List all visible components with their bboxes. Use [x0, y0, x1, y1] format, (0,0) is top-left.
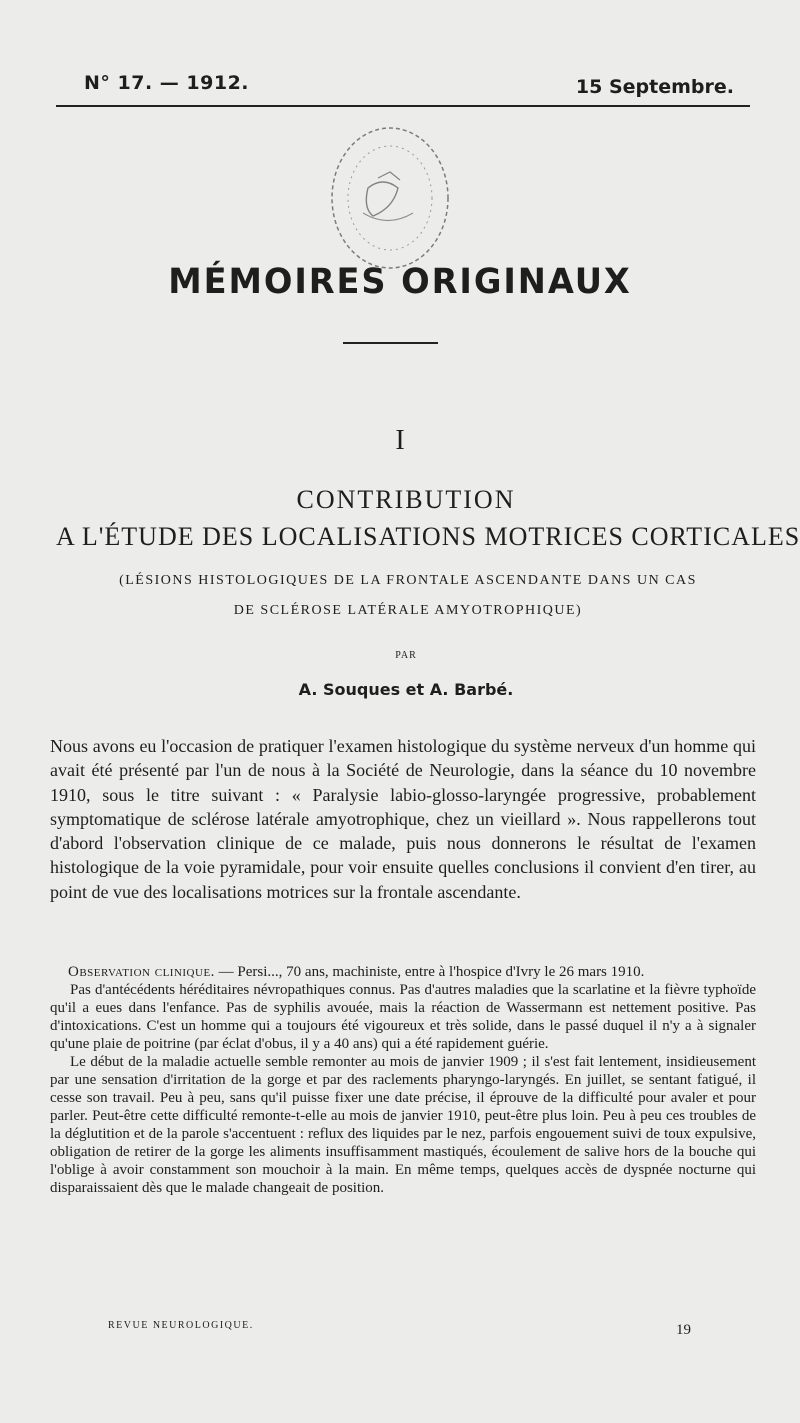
article-number: I — [395, 425, 405, 456]
issue-date: 15 Septembre. — [575, 76, 734, 98]
issue-number: N° 17. — 1912. — [84, 72, 250, 94]
article-subtitle-line2: DE SCLÉROSE LATÉRALE AMYOTROPHIQUE) — [233, 603, 583, 618]
observation-paragraph-2: Pas d'antécédents héréditaires névropathiques connus. Pas d'autres maladies que la scarlatine et la fièvre typhoïde qu'il a eues dans l'enfance. Pas de syphilis avouée, mais la réaction de Wassermann est nettement positive. Pas d'intoxications. C'est un homme qui a toujours été vigoureux et très solide, dans le passé duquel il n'y a à signaler qu'une plaie de poitrine (par éclat d'obus, il y a 40 ans) qui a été rapidement guérie. — [50, 982, 756, 1052]
journal-name: REVUE NEUROLOGIQUE. — [108, 1320, 254, 1331]
section-rule — [343, 342, 438, 344]
section-title: MÉMOIRES ORIGINAUX — [168, 262, 632, 302]
library-stamp — [318, 118, 463, 283]
article-subtitle — [58, 566, 758, 626]
observation-intro: — Persi..., 70 ans, machiniste, entre à l'hospice d'Ivry le 26 mars 1910. — [214, 964, 645, 980]
observation-section — [50, 963, 756, 1197]
page-number: 19 — [676, 1322, 691, 1338]
authors: A. Souques et A. Barbé. — [298, 680, 514, 699]
header-rule — [56, 105, 750, 107]
intro-paragraph: Nous avons eu l'occasion de pratiquer l'examen histologique du système nerveux d'un homme qui avait été présenté par l'un de nous à la Société de Neurologie, dans la séance du 10 novembre 1910, sous le titre suivant : « Paralysie labio-glosso-laryngée progressive, probablement symptomatique de sclérose latérale amyotrophique, chez un vieillard ». Nous rappellerons tout d'abord l'observation clinique de ce malade, puis nous donnerons le résultat de l'examen histologique de la voie pyramidale, pour voir ensuite quelles conclusions il convient d'en tirer, au point de vue des localisations motrices sur la frontale ascendante. — [50, 736, 756, 902]
article-heading: CONTRIBUTION — [296, 485, 516, 514]
observation-paragraph-1 — [50, 963, 756, 981]
article-title: A L'ÉTUDE DES LOCALISATIONS MOTRICES CORTICALES — [56, 522, 800, 551]
article-subtitle-line1: (LÉSIONS HISTOLOGIQUES DE LA FRONTALE ASCENDANTE DANS UN CAS — [119, 573, 697, 588]
observation-label: Observation clinique. — [68, 964, 215, 980]
observation-paragraph-3: Le début de la maladie actuelle semble remonter au mois de janvier 1909 ; il s'est fait lentement, insidieusement par une sensation d'irritation de la gorge et par des raclements pharyngo-laryngés. En juillet, se sentant fatigué, il cesse son travail. Peu à peu, sans qu'il puisse fixer une date précise, il éprouve de la difficulté pour avaler et pour parler. Peut-être cette difficulté remonte-t-elle au mois de janvier 1910, peut-être plus loin. Peu à peu ces troubles de la déglutition et de la parole s'accentuent : reflux des liquides par le nez, parfois engouement suivi de toux expulsive, obligation de retirer de la gorge les aliments insuffisamment mastiqués, écoulement de salive hors de la bouche qui l'oblige à avoir constamment son mouchoir à la main. En même temps, quelques accès de dyspnée nocturne qui disparaissaient dès que le malade changeait de position. — [50, 1054, 756, 1196]
by-label: PAR — [395, 650, 417, 661]
